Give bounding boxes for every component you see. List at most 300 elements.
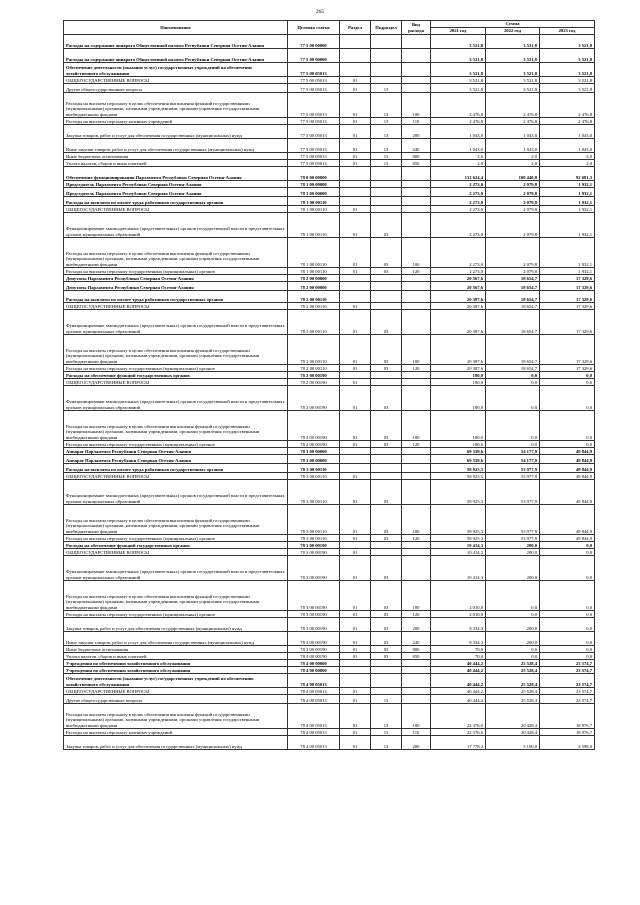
cell-expense-kind: 100 xyxy=(402,581,431,611)
cell-sum-2021: 3 521,8 xyxy=(431,49,486,63)
cell-name: Депутаты Парламента Республики Северная Осетия-Алания xyxy=(64,282,288,291)
table-row xyxy=(64,704,595,729)
table-row xyxy=(64,473,595,480)
cell-target-item: 77 5 00 00000 xyxy=(288,35,340,49)
cell-sum-2021: 22 376,0 xyxy=(431,704,486,729)
cell-subsection xyxy=(371,188,402,197)
header-year-2021: 2021 год xyxy=(431,28,486,35)
cell-subsection xyxy=(371,549,402,556)
cell-sum-2022: 100 440,8 xyxy=(486,167,540,181)
cell-name: Расходы на выплаты по оплате труда работников государственных органов xyxy=(64,197,288,206)
cell-target-item: 78 2 00 00000 xyxy=(288,282,340,291)
table-body xyxy=(64,35,595,750)
cell-section xyxy=(340,448,371,455)
cell-subsection xyxy=(371,660,402,667)
cell-name: Другие общегосударственные вопросы xyxy=(64,695,288,704)
cell-expense-kind xyxy=(402,695,431,704)
table-row xyxy=(64,729,595,736)
header-name: Наименование xyxy=(64,21,288,35)
cell-sum-2022: 200,0 xyxy=(486,549,540,556)
cell-sum-2022: 20 428,4 xyxy=(486,704,540,729)
cell-expense-kind: 240 xyxy=(402,139,431,153)
cell-expense-kind: 850 xyxy=(402,160,431,167)
cell-sum-2022: 25 528,4 xyxy=(486,667,540,674)
cell-subsection xyxy=(371,542,402,549)
cell-sum-2023: 17 329,6 xyxy=(540,365,595,372)
cell-sum-2021: 3 521,8 xyxy=(431,77,486,84)
cell-sum-2022: 3 521,8 xyxy=(486,77,540,84)
cell-sum-2022: 2 079,8 xyxy=(486,238,540,268)
cell-target-item: 78 3 00 00110 xyxy=(288,480,340,505)
cell-subsection: 03 xyxy=(371,611,402,618)
table-row xyxy=(64,667,595,674)
cell-expense-kind xyxy=(402,455,431,464)
table-row xyxy=(64,455,595,464)
cell-sum-2022: 5 100,0 xyxy=(486,736,540,750)
cell-sum-2022: 200,0 xyxy=(486,632,540,646)
cell-expense-kind xyxy=(402,386,431,411)
cell-sum-2021: 2 010,0 xyxy=(431,611,486,618)
cell-section: 01 xyxy=(340,653,371,660)
cell-target-item: 77 5 00 05013 xyxy=(288,93,340,118)
cell-sum-2023: 1 932,1 xyxy=(540,197,595,206)
cell-target-item: 77 5 00 05013 xyxy=(288,160,340,167)
cell-sum-2021: 70,0 xyxy=(431,653,486,660)
cell-sum-2023: 0,0 xyxy=(540,441,595,448)
cell-sum-2022: 0,0 xyxy=(486,653,540,660)
cell-name: Аппарат Парламента Республики Северная Осетия-Алания xyxy=(64,448,288,455)
table-row xyxy=(64,63,595,77)
cell-subsection xyxy=(371,206,402,213)
cell-sum-2021: 69 339,6 xyxy=(431,455,486,464)
cell-section: 01 xyxy=(340,93,371,118)
table-row xyxy=(64,335,595,365)
cell-sum-2021: 2 476,8 xyxy=(431,118,486,125)
cell-sum-2022: 0,0 xyxy=(486,441,540,448)
cell-name: Обеспечение деятельности (оказание услуг) государственных учреждений на обеспечение хозяйственного обслуживания xyxy=(64,63,288,77)
cell-sum-2023: 3 521,8 xyxy=(540,35,595,49)
cell-sum-2021: 58 925,3 xyxy=(431,480,486,505)
table-row xyxy=(64,505,595,535)
cell-section: 01 xyxy=(340,118,371,125)
cell-expense-kind xyxy=(402,206,431,213)
cell-target-item: 78 1 00 00110 xyxy=(288,197,340,206)
cell-subsection: 03 xyxy=(371,480,402,505)
cell-section: 01 xyxy=(340,729,371,736)
table-row xyxy=(64,535,595,542)
cell-subsection xyxy=(371,77,402,84)
cell-subsection: 03 xyxy=(371,213,402,238)
cell-sum-2022: 53 977,9 xyxy=(486,473,540,480)
table-row xyxy=(64,372,595,379)
cell-section xyxy=(340,35,371,49)
cell-name: Функционирование законодательных (представительных) органов государственной власти и представительных органов муниципальных образований xyxy=(64,310,288,335)
cell-sum-2023: 0,0 xyxy=(540,653,595,660)
cell-section: 01 xyxy=(340,646,371,653)
cell-sum-2021: 8 334,3 xyxy=(431,632,486,646)
cell-sum-2023: 2,0 xyxy=(540,160,595,167)
cell-target-item: 78 2 00 00190 xyxy=(288,372,340,379)
table-row xyxy=(64,411,595,441)
cell-subsection xyxy=(371,372,402,379)
cell-name: ОБЩЕГОСУДАРСТВЕННЫЕ ВОПРОСЫ xyxy=(64,303,288,310)
cell-sum-2021: 40 444,2 xyxy=(431,674,486,688)
cell-target-item: 78 3 00 00190 xyxy=(288,646,340,653)
cell-subsection xyxy=(371,282,402,291)
cell-section: 01 xyxy=(340,505,371,535)
cell-sum-2023: 17 329,6 xyxy=(540,291,595,303)
cell-expense-kind xyxy=(402,291,431,303)
cell-subsection xyxy=(371,667,402,674)
cell-sum-2022: 18 654,7 xyxy=(486,310,540,335)
cell-expense-kind xyxy=(402,49,431,63)
cell-name: Закупка товаров, работ и услуг для обеспечения государственных (муниципальных) нужд xyxy=(64,618,288,632)
cell-section: 01 xyxy=(340,365,371,372)
cell-sum-2022: 1 043,0 xyxy=(486,139,540,153)
cell-section: 01 xyxy=(340,386,371,411)
cell-name: Расходы на выплаты персоналу в целях обеспечения выполнения функций государственными (муниципальными) органами, казенными учреждениями, органами управления государственными внебюджетными фондами xyxy=(64,335,288,365)
cell-section: 01 xyxy=(340,632,371,646)
cell-target-item: 78 4 00 05013 xyxy=(288,736,340,750)
table-row xyxy=(64,275,595,282)
cell-expense-kind xyxy=(402,213,431,238)
page-number: 265 xyxy=(315,9,325,15)
cell-subsection: 03 xyxy=(371,632,402,646)
budget-table xyxy=(63,20,595,750)
cell-sum-2021: 20 567,6 xyxy=(431,275,486,282)
cell-name: Расходы на обеспечение функций государственных органов xyxy=(64,372,288,379)
cell-subsection: 13 xyxy=(371,125,402,139)
cell-section: 01 xyxy=(340,213,371,238)
table-row xyxy=(64,653,595,660)
cell-sum-2022: 2 079,8 xyxy=(486,206,540,213)
cell-sum-2023: 17 329,6 xyxy=(540,303,595,310)
cell-sum-2022: 20 428,4 xyxy=(486,729,540,736)
cell-section xyxy=(340,275,371,282)
cell-subsection xyxy=(371,473,402,480)
cell-expense-kind xyxy=(402,480,431,505)
cell-sum-2022: 18 654,7 xyxy=(486,303,540,310)
cell-expense-kind xyxy=(402,181,431,188)
cell-sum-2021: 2,0 xyxy=(431,153,486,160)
table-row xyxy=(64,139,595,153)
cell-name: Закупка товаров, работ и услуг для обеспечения государственных (муниципальных) нужд xyxy=(64,736,288,750)
cell-section: 01 xyxy=(340,139,371,153)
cell-subsection: 03 xyxy=(371,310,402,335)
cell-sum-2021: 180,0 xyxy=(431,379,486,386)
cell-name: Расходы на обеспечение функций государственных органов xyxy=(64,542,288,549)
cell-subsection: 03 xyxy=(371,335,402,365)
cell-section: 01 xyxy=(340,736,371,750)
cell-expense-kind xyxy=(402,556,431,581)
cell-target-item: 78 2 00 00110 xyxy=(288,303,340,310)
cell-section xyxy=(340,188,371,197)
cell-expense-kind: 240 xyxy=(402,632,431,646)
cell-name: ОБЩЕГОСУДАРСТВЕННЫЕ ВОПРОСЫ xyxy=(64,473,288,480)
cell-section: 01 xyxy=(340,695,371,704)
cell-section xyxy=(340,291,371,303)
cell-expense-kind: 200 xyxy=(402,736,431,750)
cell-target-item: 78 3 00 00110 xyxy=(288,505,340,535)
cell-section xyxy=(340,667,371,674)
cell-expense-kind: 120 xyxy=(402,441,431,448)
cell-expense-kind: 200 xyxy=(402,618,431,632)
cell-subsection: 03 xyxy=(371,556,402,581)
cell-subsection xyxy=(371,63,402,77)
cell-sum-2022: 54 177,9 xyxy=(486,455,540,464)
cell-subsection xyxy=(371,291,402,303)
cell-target-item: 78 3 00 00000 xyxy=(288,448,340,455)
cell-expense-kind: 110 xyxy=(402,729,431,736)
cell-sum-2021: 180,0 xyxy=(431,441,486,448)
cell-subsection xyxy=(371,674,402,688)
cell-target-item: 78 3 00 00190 xyxy=(288,618,340,632)
cell-target-item: 77 5 00 05013 xyxy=(288,63,340,77)
cell-name: Расходы на выплаты персоналу государственных (муниципальных) органов xyxy=(64,365,288,372)
cell-sum-2023: 17 329,6 xyxy=(540,275,595,282)
cell-section xyxy=(340,660,371,667)
cell-sum-2021: 20 387,6 xyxy=(431,365,486,372)
cell-sum-2021: 10 414,3 xyxy=(431,542,486,549)
table-row xyxy=(64,181,595,188)
cell-section: 01 xyxy=(340,535,371,542)
cell-sum-2022: 0,0 xyxy=(486,581,540,611)
header-sum: Сумма xyxy=(431,21,595,28)
cell-sum-2022: 200,0 xyxy=(486,556,540,581)
cell-name: Другие общегосударственные вопросы xyxy=(64,84,288,93)
cell-section: 01 xyxy=(340,473,371,480)
cell-sum-2021: 40 444,2 xyxy=(431,695,486,704)
cell-sum-2023: 2 476,8 xyxy=(540,118,595,125)
table-row xyxy=(64,480,595,505)
cell-sum-2023: 92 681,3 xyxy=(540,167,595,181)
cell-sum-2021: 3 521,8 xyxy=(431,35,486,49)
cell-subsection xyxy=(371,688,402,695)
cell-sum-2021: 10 414,3 xyxy=(431,549,486,556)
cell-subsection: 13 xyxy=(371,729,402,736)
cell-sum-2023: 0,0 xyxy=(540,386,595,411)
cell-subsection xyxy=(371,181,402,188)
cell-sum-2021: 70,0 xyxy=(431,646,486,653)
cell-target-item: 78 3 00 00000 xyxy=(288,455,340,464)
cell-sum-2023: 1 932,1 xyxy=(540,188,595,197)
cell-sum-2022: 2,0 xyxy=(486,160,540,167)
cell-subsection: 13 xyxy=(371,139,402,153)
table-row xyxy=(64,695,595,704)
cell-sum-2021: 2 273,0 xyxy=(431,188,486,197)
header-section: Раздел xyxy=(340,21,371,35)
cell-section xyxy=(340,542,371,549)
cell-target-item: 78 2 00 00000 xyxy=(288,275,340,282)
table-row xyxy=(64,379,595,386)
cell-expense-kind: 110 xyxy=(402,118,431,125)
cell-expense-kind xyxy=(402,275,431,282)
table-row xyxy=(64,197,595,206)
table-row xyxy=(64,160,595,167)
cell-sum-2022: 1 043,0 xyxy=(486,125,540,139)
cell-section xyxy=(340,282,371,291)
cell-sum-2022: 2 079,8 xyxy=(486,213,540,238)
table-row xyxy=(64,268,595,275)
table-row xyxy=(64,49,595,63)
cell-sum-2023: 49 844,9 xyxy=(540,464,595,473)
cell-subsection: 03 xyxy=(371,505,402,535)
table-row xyxy=(64,310,595,335)
cell-section xyxy=(340,455,371,464)
header-subsection: Подраздел xyxy=(371,21,402,35)
cell-sum-2022: 2 079,8 xyxy=(486,268,540,275)
table-row xyxy=(64,542,595,549)
cell-expense-kind xyxy=(402,303,431,310)
cell-section xyxy=(340,63,371,77)
cell-target-item: 78 4 00 00000 xyxy=(288,660,340,667)
cell-expense-kind xyxy=(402,448,431,455)
cell-section: 01 xyxy=(340,379,371,386)
cell-target-item: 78 2 00 00110 xyxy=(288,365,340,372)
cell-section: 01 xyxy=(340,153,371,160)
cell-sum-2021: 40 444,2 xyxy=(431,667,486,674)
cell-sum-2021: 69 339,6 xyxy=(431,448,486,455)
table-row xyxy=(64,736,595,750)
cell-target-item: 78 3 00 00190 xyxy=(288,653,340,660)
cell-sum-2023: 0,0 xyxy=(540,372,595,379)
cell-target-item: 78 1 00 00110 xyxy=(288,268,340,275)
cell-sum-2022: 18 654,7 xyxy=(486,291,540,303)
cell-target-item: 77 5 00 05013 xyxy=(288,139,340,153)
cell-name: Иные закупки товаров, работ и услуг для обеспечения государственных (муниципальных) нужд xyxy=(64,139,288,153)
cell-sum-2021: 58 925,3 xyxy=(431,464,486,473)
header-year-2023: 2023 год xyxy=(540,28,595,35)
cell-sum-2022: 53 977,9 xyxy=(486,535,540,542)
cell-subsection xyxy=(371,464,402,473)
cell-sum-2023: 23 574,7 xyxy=(540,667,595,674)
cell-expense-kind: 120 xyxy=(402,535,431,542)
cell-expense-kind xyxy=(402,77,431,84)
cell-expense-kind: 800 xyxy=(402,646,431,653)
cell-sum-2022: 25 528,4 xyxy=(486,688,540,695)
header-year-2022: 2022 год xyxy=(486,28,540,35)
cell-name: Аппарат Парламента Республики Северная Осетия-Алания xyxy=(64,455,288,464)
cell-section: 01 xyxy=(340,77,371,84)
cell-expense-kind xyxy=(402,188,431,197)
cell-target-item: 78 3 00 00110 xyxy=(288,473,340,480)
cell-sum-2022: 3 521,8 xyxy=(486,49,540,63)
cell-subsection: 03 xyxy=(371,268,402,275)
cell-sum-2021: 20 387,6 xyxy=(431,335,486,365)
cell-target-item: 78 3 00 00110 xyxy=(288,535,340,542)
cell-section: 01 xyxy=(340,618,371,632)
cell-expense-kind xyxy=(402,660,431,667)
cell-sum-2022: 18 654,7 xyxy=(486,275,540,282)
table-row xyxy=(64,238,595,268)
table-row xyxy=(64,611,595,618)
cell-expense-kind: 100 xyxy=(402,411,431,441)
cell-sum-2021: 40 444,2 xyxy=(431,688,486,695)
cell-name: Расходы на выплаты персоналу казенных учреждений xyxy=(64,118,288,125)
cell-name: Учреждения по обеспечению хозяйственного обслуживания xyxy=(64,660,288,667)
cell-target-item: 78 3 00 00190 xyxy=(288,581,340,611)
cell-sum-2023: 0,0 xyxy=(540,611,595,618)
cell-name: ОБЩЕГОСУДАРСТВЕННЫЕ ВОПРОСЫ xyxy=(64,549,288,556)
cell-sum-2022: 0,0 xyxy=(486,646,540,653)
cell-section: 01 xyxy=(340,160,371,167)
cell-sum-2022: 25 528,4 xyxy=(486,674,540,688)
table-row xyxy=(64,441,595,448)
table-row xyxy=(64,84,595,93)
cell-sum-2022: 2,0 xyxy=(486,153,540,160)
table-row xyxy=(64,35,595,49)
cell-sum-2023: 23 574,7 xyxy=(540,695,595,704)
cell-expense-kind: 100 xyxy=(402,505,431,535)
cell-target-item: 78 3 00 00190 xyxy=(288,632,340,646)
cell-name: Иные бюджетные ассигнования xyxy=(64,646,288,653)
cell-sum-2021: 58 925,3 xyxy=(431,535,486,542)
cell-sum-2023: 18 976,7 xyxy=(540,704,595,729)
cell-target-item: 78 1 00 00110 xyxy=(288,213,340,238)
cell-sum-2022: 0,0 xyxy=(486,372,540,379)
cell-sum-2023: 49 844,9 xyxy=(540,455,595,464)
cell-sum-2023: 17 329,6 xyxy=(540,310,595,335)
cell-name: Расходы на содержание аппарата Общественной палаты Республики Северная Осетия-Алания xyxy=(64,49,288,63)
cell-sum-2021: 2 273,0 xyxy=(431,213,486,238)
cell-subsection: 13 xyxy=(371,118,402,125)
cell-section: 01 xyxy=(340,335,371,365)
table-row xyxy=(64,549,595,556)
table-header xyxy=(64,21,595,35)
cell-subsection: 13 xyxy=(371,736,402,750)
cell-name: Закупка товаров, работ и услуг для обеспечения государственных (муниципальных) нужд xyxy=(64,125,288,139)
cell-subsection: 13 xyxy=(371,153,402,160)
cell-expense-kind xyxy=(402,197,431,206)
cell-sum-2022: 200,0 xyxy=(486,618,540,632)
cell-name: Расходы на выплаты персоналу в целях обеспечения выполнения функций государственными (муниципальными) органами, казенными учреждениями, органами управления государственными внебюджетными фондами xyxy=(64,581,288,611)
cell-sum-2023: 49 844,9 xyxy=(540,535,595,542)
cell-name: Расходы на содержание аппарата Общественной палаты Республики Северная Осетия-Алания xyxy=(64,35,288,49)
cell-target-item: 78 1 00 00110 xyxy=(288,206,340,213)
cell-sum-2022: 53 977,9 xyxy=(486,505,540,535)
cell-name: Функционирование законодательных (представительных) органов государственной власти и представительных органов муниципальных образований xyxy=(64,213,288,238)
cell-name: Учреждения по обеспечению хозяйственного обслуживания xyxy=(64,667,288,674)
cell-name: Председатель Парламента Республики Северная Осетия-Алания xyxy=(64,181,288,188)
cell-sum-2022: 2 079,8 xyxy=(486,197,540,206)
cell-sum-2022: 25 528,4 xyxy=(486,695,540,704)
cell-target-item: 77 5 00 05013 xyxy=(288,77,340,84)
table-row xyxy=(64,118,595,125)
cell-sum-2021: 20 387,6 xyxy=(431,303,486,310)
cell-subsection xyxy=(371,455,402,464)
cell-subsection: 13 xyxy=(371,704,402,729)
cell-section: 01 xyxy=(340,238,371,268)
cell-name: Обеспечение деятельности (оказание услуг) государственных учреждений по обеспечению хозяйственного обслуживания xyxy=(64,674,288,688)
cell-name: Функционирование законодательных (представительных) органов государственной власти и представительных органов муниципальных образований xyxy=(64,386,288,411)
cell-name: Депутаты Парламента Республики Северная Осетия-Алания xyxy=(64,275,288,282)
cell-expense-kind: 120 xyxy=(402,365,431,372)
cell-subsection xyxy=(371,448,402,455)
cell-expense-kind: 100 xyxy=(402,704,431,729)
cell-subsection: 03 xyxy=(371,646,402,653)
cell-sum-2023: 1 932,1 xyxy=(540,268,595,275)
cell-sum-2023: 0,0 xyxy=(540,549,595,556)
cell-section xyxy=(340,372,371,379)
cell-target-item: 77 5 00 00000 xyxy=(288,49,340,63)
cell-sum-2021: 58 925,3 xyxy=(431,505,486,535)
cell-expense-kind xyxy=(402,35,431,49)
cell-sum-2023: 49 844,9 xyxy=(540,448,595,455)
cell-sum-2021: 20 387,6 xyxy=(431,291,486,303)
cell-section: 01 xyxy=(340,704,371,729)
cell-expense-kind xyxy=(402,310,431,335)
cell-sum-2023: 1 043,0 xyxy=(540,139,595,153)
